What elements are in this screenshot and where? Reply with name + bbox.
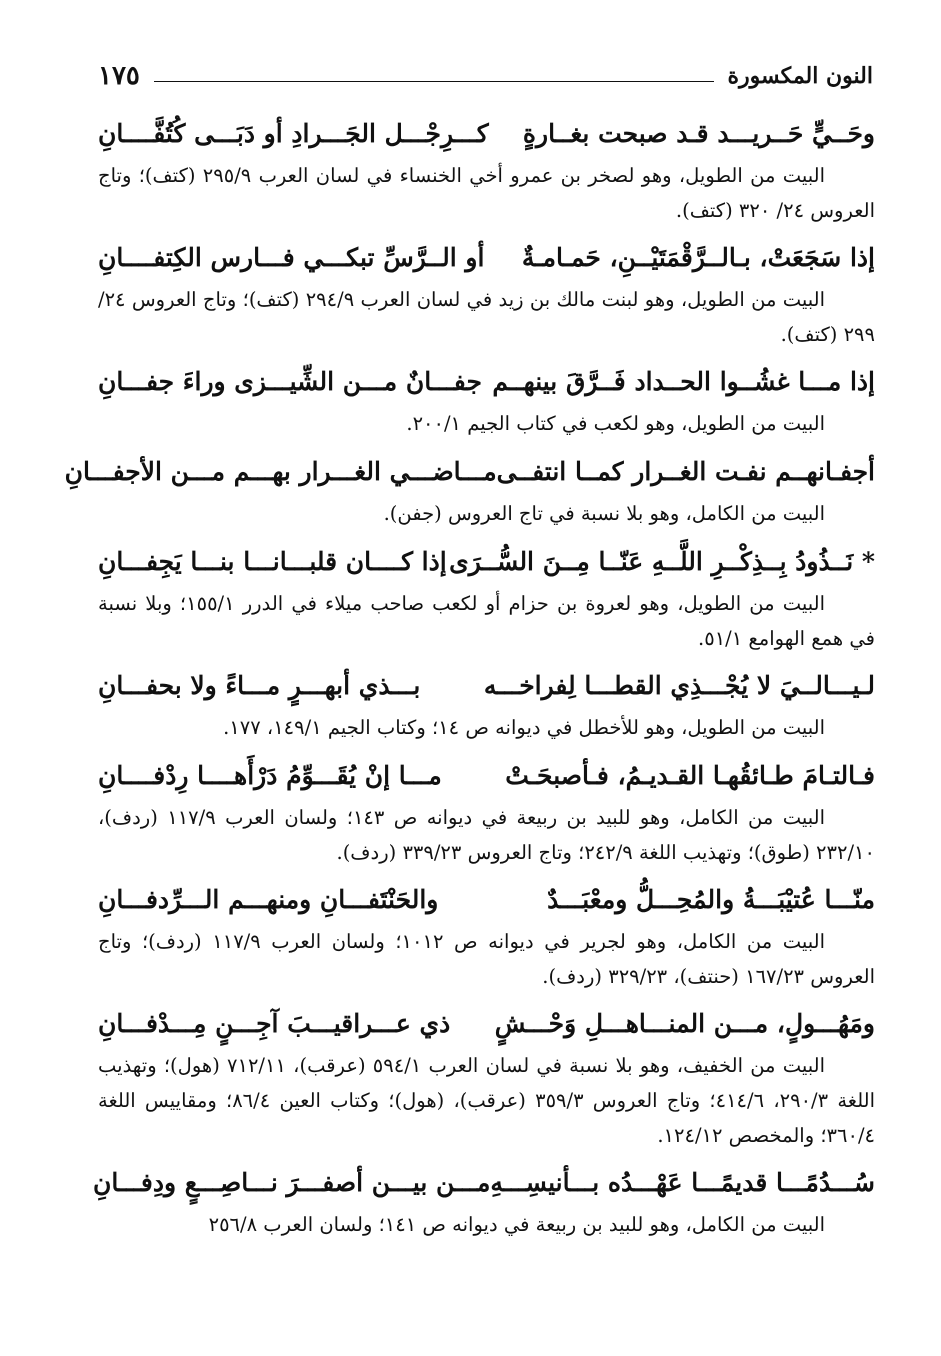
poem-entry <box>92 1157 875 1243</box>
verse-second-hemistich: بـــذي أبهـــرٍ مـــاءً ولا بحفـــانِ <box>98 670 421 700</box>
verse-first-hemistich: فـالتـامَ طـائقُهـا القـديـمُ، فـأصبحَـتْ <box>505 760 875 790</box>
verse-first-hemistich: أجفـانهــم نفـت الغــرار كمــا انتفــى <box>496 456 875 486</box>
poem-entry <box>98 356 875 442</box>
verse-line <box>98 874 875 924</box>
header-rule <box>154 81 714 82</box>
verse-commentary: البيت من الكامل، وهو بلا نسبة في تاج العروس (جفن). <box>383 502 825 525</box>
verse-commentary: البيت من الطويل، وهو لكعب في كتاب الجيم ٢٠٠/١. <box>406 412 825 435</box>
page-header <box>98 58 873 94</box>
verse-line <box>64 446 875 496</box>
verse-line <box>98 232 875 282</box>
verse-second-hemistich: مـــن بيـــن أصفـــرَ نـــاصِـــعٍ ودِفـــانِ <box>92 1167 491 1197</box>
verse-commentary: البيت من الكامل، وهو لجرير في ديوانه ص ١٠١٢؛ ولسان العرب ١١٧/٩ (ردف)؛ وتاج العروس ١٦٧/٢٣ (حنتف)، ٣٢٩/٢٣ (ردف). <box>98 930 875 988</box>
verse-line <box>98 108 875 158</box>
verse-commentary: البيت من الطويل، وهو لعروة بن حزام أو لكعب صاحب ميلاء في الدرر ١٥٥/١؛ وبلا نسبة في همع الهوامع ٥١/١. <box>98 592 875 650</box>
poem-entry <box>98 998 875 1153</box>
verse-line <box>98 750 875 800</box>
page-number: ١٧٥ <box>98 61 140 91</box>
verse-first-hemistich: إذا سَجَعَتْ، بـالــرَّقْمَتَيْــنِ، حَمـامـةٌ <box>521 242 875 272</box>
verse-line <box>98 356 875 406</box>
verse-commentary: البيت من الكامل، وهو للبيد بن ربيعة في ديوانه ص ١٤١؛ ولسان العرب ٢٥٦/٨ <box>208 1213 825 1236</box>
verse-first-hemistich: لـيـــالــيَ لا يُجْـــذِي القطـــا لِفراخـــه <box>483 670 875 700</box>
verse-first-hemistich: وحَــيٍّ حَــريـــد قـد صبحت بغــارةٍ <box>522 118 875 148</box>
verse-second-hemistich: كـــرِجْـــل الجَـــرادِ أو دَبَـــى كُتُفَّــــانِ <box>98 118 489 148</box>
poem-entry <box>98 232 875 352</box>
verse-second-hemistich: جفـــانٌ مـــن الشِّيـــزى وراءَ جفـــانِ <box>98 366 482 396</box>
verse-commentary: البيت من الطويل، وهو للأخطل في ديوانه ص ١٤؛ وكتاب الجيم ١٤٩/١، ١٧٧. <box>223 716 825 739</box>
verse-line <box>98 998 875 1048</box>
poem-entry <box>64 446 875 532</box>
page-content <box>64 108 876 1247</box>
verse-second-hemistich: إذا كــــان قلبـــانـــا بنـــا يَجِفـــانِ <box>98 546 447 576</box>
verse-second-hemistich: مـــاضـــي الغـــرار بهـــم مـــن الأجفـــانِ <box>64 456 497 486</box>
poem-entry <box>98 874 875 994</box>
poem-entry <box>98 750 875 870</box>
verse-line <box>98 536 875 586</box>
verse-second-hemistich: والحَنْتَفـــانِ ومنهـــم الـــرِّدفـــانِ <box>98 884 439 914</box>
verse-first-hemistich: سُـــدُمًـــا قديمًـــا عَهْـــدُه بـــأنيسِـــهِ <box>490 1167 875 1197</box>
verse-first-hemistich: منّـــا عُتيْبَـــةُ والمُحِـــلُّ ومعْبَـــدٌ <box>547 884 875 914</box>
poem-entry <box>98 108 875 228</box>
poem-entry <box>98 536 875 656</box>
poem-entry <box>98 660 875 746</box>
verse-commentary: البيت من الطويل، وهو لبنت مالك بن زيد في لسان العرب ٢٩٤/٩ (كتف)؛ وتاج العروس ٢٤/ ٢٩٩ (كتف). <box>98 288 875 346</box>
verse-commentary: البيت من الطويل، وهو لصخر بن عمرو أخي الخنساء في لسان العرب ٢٩٥/٩ (كتف)؛ وتاج العروس ٢٤/ ٣٢٠ (كتف). <box>98 164 875 222</box>
verse-first-hemistich: * نَــذُودُ بِــذِكْــرِ اللَّــهِ عَنّــا مِــنَ السُّــرَى <box>449 546 875 576</box>
verse-second-hemistich: أو الــرَّسِّ تبكـــي فـــارس الكِتفــــانِ <box>98 242 485 272</box>
verse-commentary: البيت من الكامل، وهو للبيد بن ربيعة في ديوانه ص ١٤٣؛ ولسان العرب ١١٧/٩ (ردف)، ٢٣٢/١٠ (طوق)؛ وتهذيب اللغة ٢٤٢/٩؛ وتاج العروس ٣٣٩/٢٣ (ردف). <box>98 806 875 864</box>
verse-second-hemistich: ذي عـــراقيـــبَ آجِـــنٍ مِـــدْفـــانِ <box>98 1008 451 1038</box>
verse-first-hemistich: إذا مـــا غشُــوا الحــداد فَــرَّقَ بينهــم <box>492 366 875 396</box>
verse-commentary: البيت من الخفيف، وهو بلا نسبة في لسان العرب ٥٩٤/١ (عرقب)، ٧١٢/١١ (هول)؛ وتهذيب اللغة ٢٩٠/٣، ٤١٤/٦؛ وتاج العروس ٣٥٩/٣ (عرقب)، (هول)؛ وكتاب العين ٨٦/٤؛ ومقاييس اللغة ٣٦٠/٤؛ والمخصص ١٢٤/١٢. <box>98 1054 876 1147</box>
chapter-title: النون المكسورة <box>727 63 873 89</box>
verse-line <box>98 660 875 710</box>
verse-second-hemistich: مـــا إنْ يُقَـــوِّمُ دَرْأَهــــا رِدْفــــانِ <box>98 760 442 790</box>
verse-line <box>92 1157 875 1207</box>
verse-first-hemistich: ومَهُـــولٍ، مـــن المنـــاهـــلِ وَحْـــشٍ <box>494 1008 875 1038</box>
